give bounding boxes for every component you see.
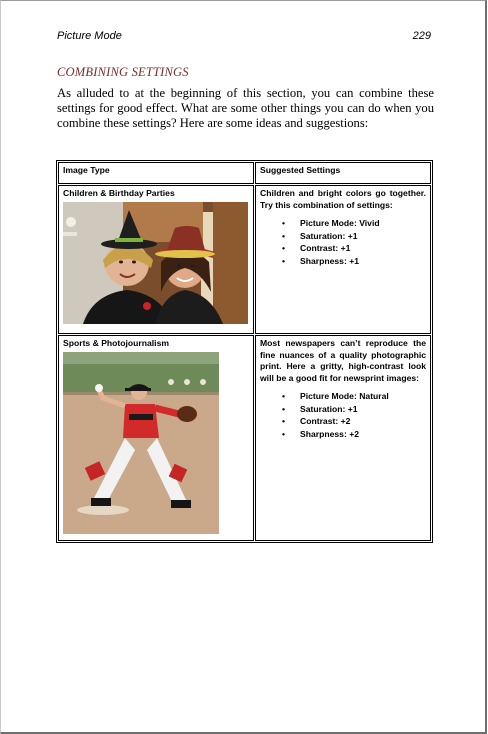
category-label: Sports & Photojournalism (63, 338, 169, 348)
table-header-row (58, 162, 431, 184)
suggested-settings-cell (255, 185, 431, 334)
running-header-chapter: Picture Mode (57, 30, 122, 42)
category-label: Children & Birthday Parties (63, 188, 175, 198)
list-item: • Sharpness: +1 (260, 255, 426, 268)
settings-list (260, 390, 426, 440)
column-header-suggested-settings: Suggested Settings (255, 162, 431, 184)
suggested-settings-cell (255, 335, 431, 541)
list-item: • Saturation: +1 (260, 403, 426, 416)
table-row (58, 335, 431, 541)
list-item: • Contrast: +2 (260, 415, 426, 428)
table-row (58, 185, 431, 334)
settings-table (56, 160, 433, 543)
list-item: • Contrast: +1 (260, 242, 426, 255)
image-type-cell (58, 185, 254, 334)
section-title: COMBINING SETTINGS (57, 65, 189, 79)
list-item: • Sharpness: +2 (260, 428, 426, 441)
intro-paragraph: As alluded to at the beginning of this section, you can combine these settings for good effect. What are some other things you can do when you combine these settings? Here are some ideas and suggestions: (57, 86, 434, 130)
list-item: • Picture Mode: Natural (260, 390, 426, 403)
image-type-cell (58, 335, 254, 541)
list-item: • Saturation: +1 (260, 230, 426, 243)
settings-description: Children and bright colors go together. Try this combination of settings: (260, 188, 426, 210)
settings-list (260, 217, 426, 267)
page-number: 229 (412, 30, 431, 42)
column-header-image-type: Image Type (58, 162, 254, 184)
settings-description: Most newspapers can’t reproduce the fine nuances of a quality photographic print. Here a gritty, high-contrast look will be a good fit for newsprint images: (260, 338, 426, 383)
baseball-photo (63, 352, 219, 534)
party-photo (63, 202, 248, 324)
list-item: • Picture Mode: Vivid (260, 217, 426, 230)
